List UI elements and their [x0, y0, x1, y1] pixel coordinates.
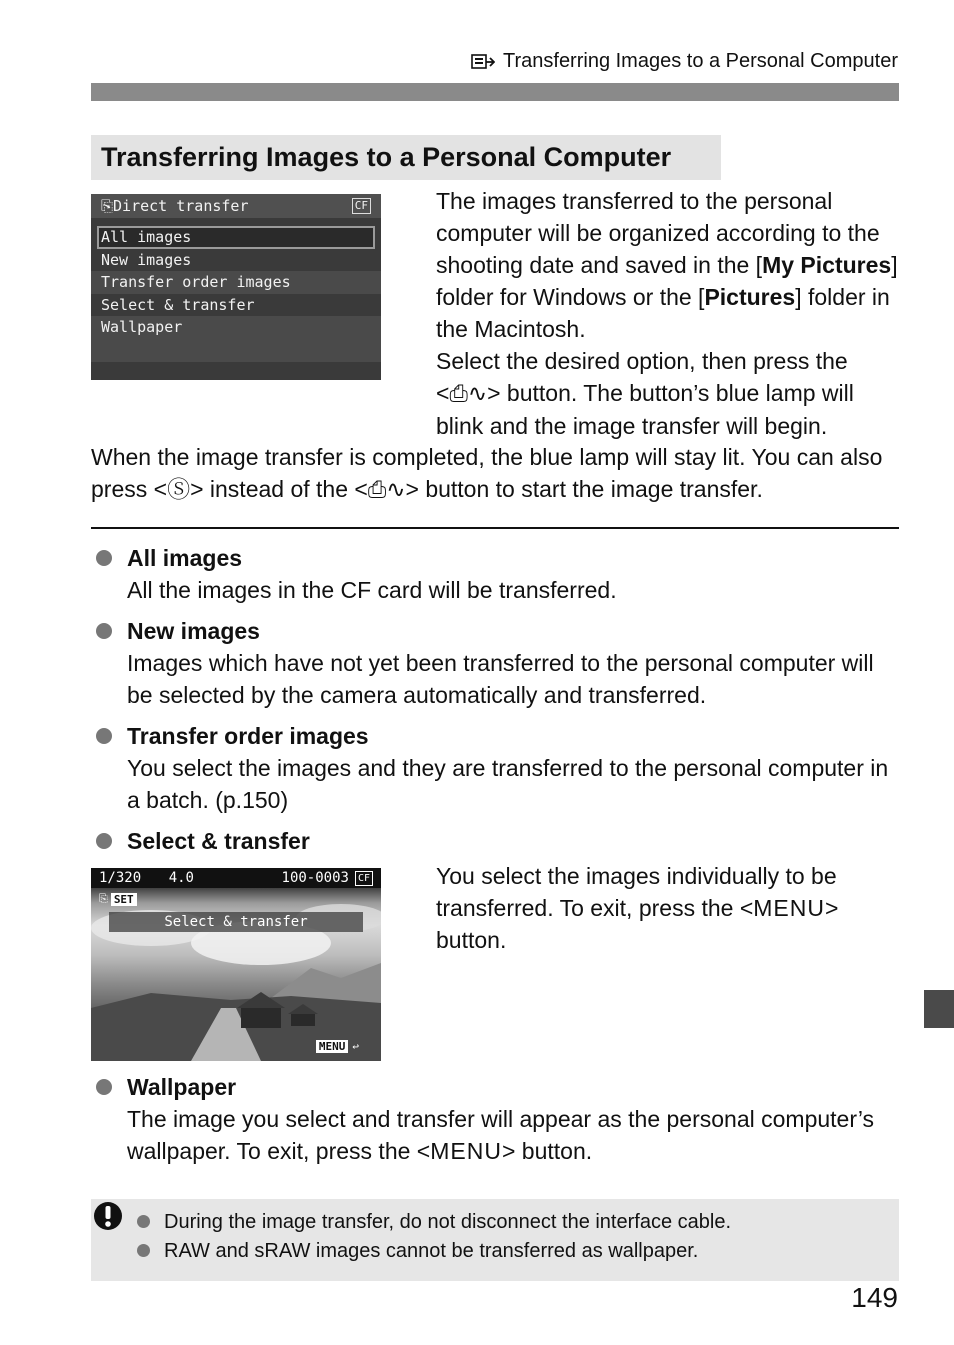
lcd-item-select-transfer: Select & transfer — [101, 295, 255, 314]
lcd-blank-row — [91, 339, 381, 362]
file-number: 100-0003 — [281, 870, 349, 886]
lcd-title: Direct transfer — [113, 197, 249, 215]
lcd-items — [91, 218, 381, 362]
aperture: 4.0 — [168, 870, 194, 886]
page-number: 149 — [851, 1282, 898, 1313]
pictures-label: Pictures — [704, 284, 796, 310]
divider — [91, 527, 899, 529]
running-title: Transferring Images to a Personal Computer — [503, 50, 898, 72]
intro-text: > instead of the < — [190, 476, 368, 502]
option-transfer-order — [96, 720, 896, 816]
intro-paragraph-full — [91, 441, 911, 506]
caution-text: During the image transfer, do not disconnect the interface cable. — [164, 1211, 732, 1233]
lcd-item-wallpaper: Wallpaper — [91, 316, 381, 339]
lcd-item-transfer-order: Transfer order images — [91, 271, 381, 294]
cf-card-icon: CF — [352, 198, 371, 214]
caution-item — [137, 1238, 698, 1264]
option-all-images — [96, 542, 896, 606]
menu-button-label: MENU — [430, 1138, 502, 1164]
direct-transfer-icon — [471, 53, 495, 71]
intro-text: > button. The button’s blue lamp will blink and the image transfer will begin. — [436, 380, 854, 439]
caution-icon — [93, 1201, 123, 1231]
option-title: New images — [127, 618, 260, 644]
bullet-icon — [96, 728, 112, 744]
bullet-icon — [137, 1215, 150, 1228]
shutter-speed: 1/320 — [99, 870, 142, 886]
intro-text: > button to start the image transfer. — [405, 476, 763, 502]
caution-box — [91, 1199, 899, 1281]
intro-paragraph — [436, 185, 906, 442]
set-indicator — [99, 892, 137, 906]
set-button-icon: Ⓢ — [167, 477, 191, 503]
intro-text: ] folder for Windows or the [ — [436, 252, 898, 310]
playback-screen — [91, 868, 381, 1061]
select-text: > button. — [436, 895, 839, 953]
bullet-icon — [137, 1244, 150, 1257]
bullet-icon — [96, 1079, 112, 1095]
menu-button-label: MENU — [753, 895, 825, 921]
option-desc-text: > button. — [501, 1138, 593, 1164]
option-desc-text: The image you select and transfer will appear as the personal computer’s wallpaper. To exit, press the < — [127, 1106, 875, 1164]
return-icon: ↩ — [352, 1040, 359, 1053]
intro-text: ] folder in the Macintosh. — [436, 284, 890, 342]
option-new-images — [96, 615, 896, 711]
bullet-icon — [96, 623, 112, 639]
bullet-icon — [96, 833, 112, 849]
photo-caption: Select & transfer — [109, 912, 363, 932]
print-share-icon: ⎙∿ — [449, 381, 488, 407]
bullet-icon — [96, 550, 112, 566]
option-desc: You select the images and they are transferred to the personal computer in a batch. (p.150) — [127, 755, 889, 813]
option-title: Select & transfer — [127, 828, 310, 854]
select-text: You select the images individually to be transferred. To exit, press the < — [436, 863, 837, 921]
option-title: Wallpaper — [127, 1074, 237, 1100]
header-bar — [91, 83, 899, 101]
option-select-transfer — [96, 825, 896, 857]
option-wallpaper — [96, 1071, 896, 1167]
direct-transfer-icon: ⎘ — [99, 892, 108, 905]
menu-return-indicator — [316, 1040, 359, 1053]
menu-tag: MENU — [316, 1040, 349, 1053]
print-share-icon: ⎙∿ — [367, 477, 406, 503]
lcd-title-bar — [91, 194, 381, 218]
my-pictures-label: My Pictures — [762, 252, 892, 278]
intro-text: The images transferred to the personal computer will be organized according to the shooting date and saved in the [ — [436, 188, 880, 278]
lcd-item-all-images: All images — [97, 226, 375, 249]
section-title: Transferring Images to a Personal Computer — [91, 135, 721, 180]
lcd-menu-screen — [91, 194, 381, 380]
running-header — [471, 50, 898, 73]
intro-text: When the image transfer is completed, the blue lamp will stay lit. You can also press < — [91, 444, 883, 502]
intro-text: Select the desired option, then press the < — [436, 348, 848, 406]
playback-info-bar — [91, 868, 381, 888]
select-transfer-text — [436, 860, 906, 956]
lcd-item-new-images: New images — [101, 250, 192, 269]
cf-card-icon: CF — [355, 871, 373, 886]
option-desc: Images which have not yet been transferred to the personal computer will be selected by the camera automatically and transferred. — [127, 650, 874, 708]
option-desc: All the images in the CF card will be transferred. — [127, 577, 617, 603]
option-title: All images — [127, 545, 243, 571]
direct-transfer-icon: ⎘ — [101, 197, 114, 215]
caution-item — [137, 1209, 731, 1235]
caution-text: RAW and sRAW images cannot be transferred as wallpaper. — [164, 1240, 699, 1262]
chapter-tab — [924, 990, 954, 1028]
set-tag: SET — [111, 893, 137, 906]
option-desc — [127, 1103, 896, 1167]
option-title: Transfer order images — [127, 723, 369, 749]
